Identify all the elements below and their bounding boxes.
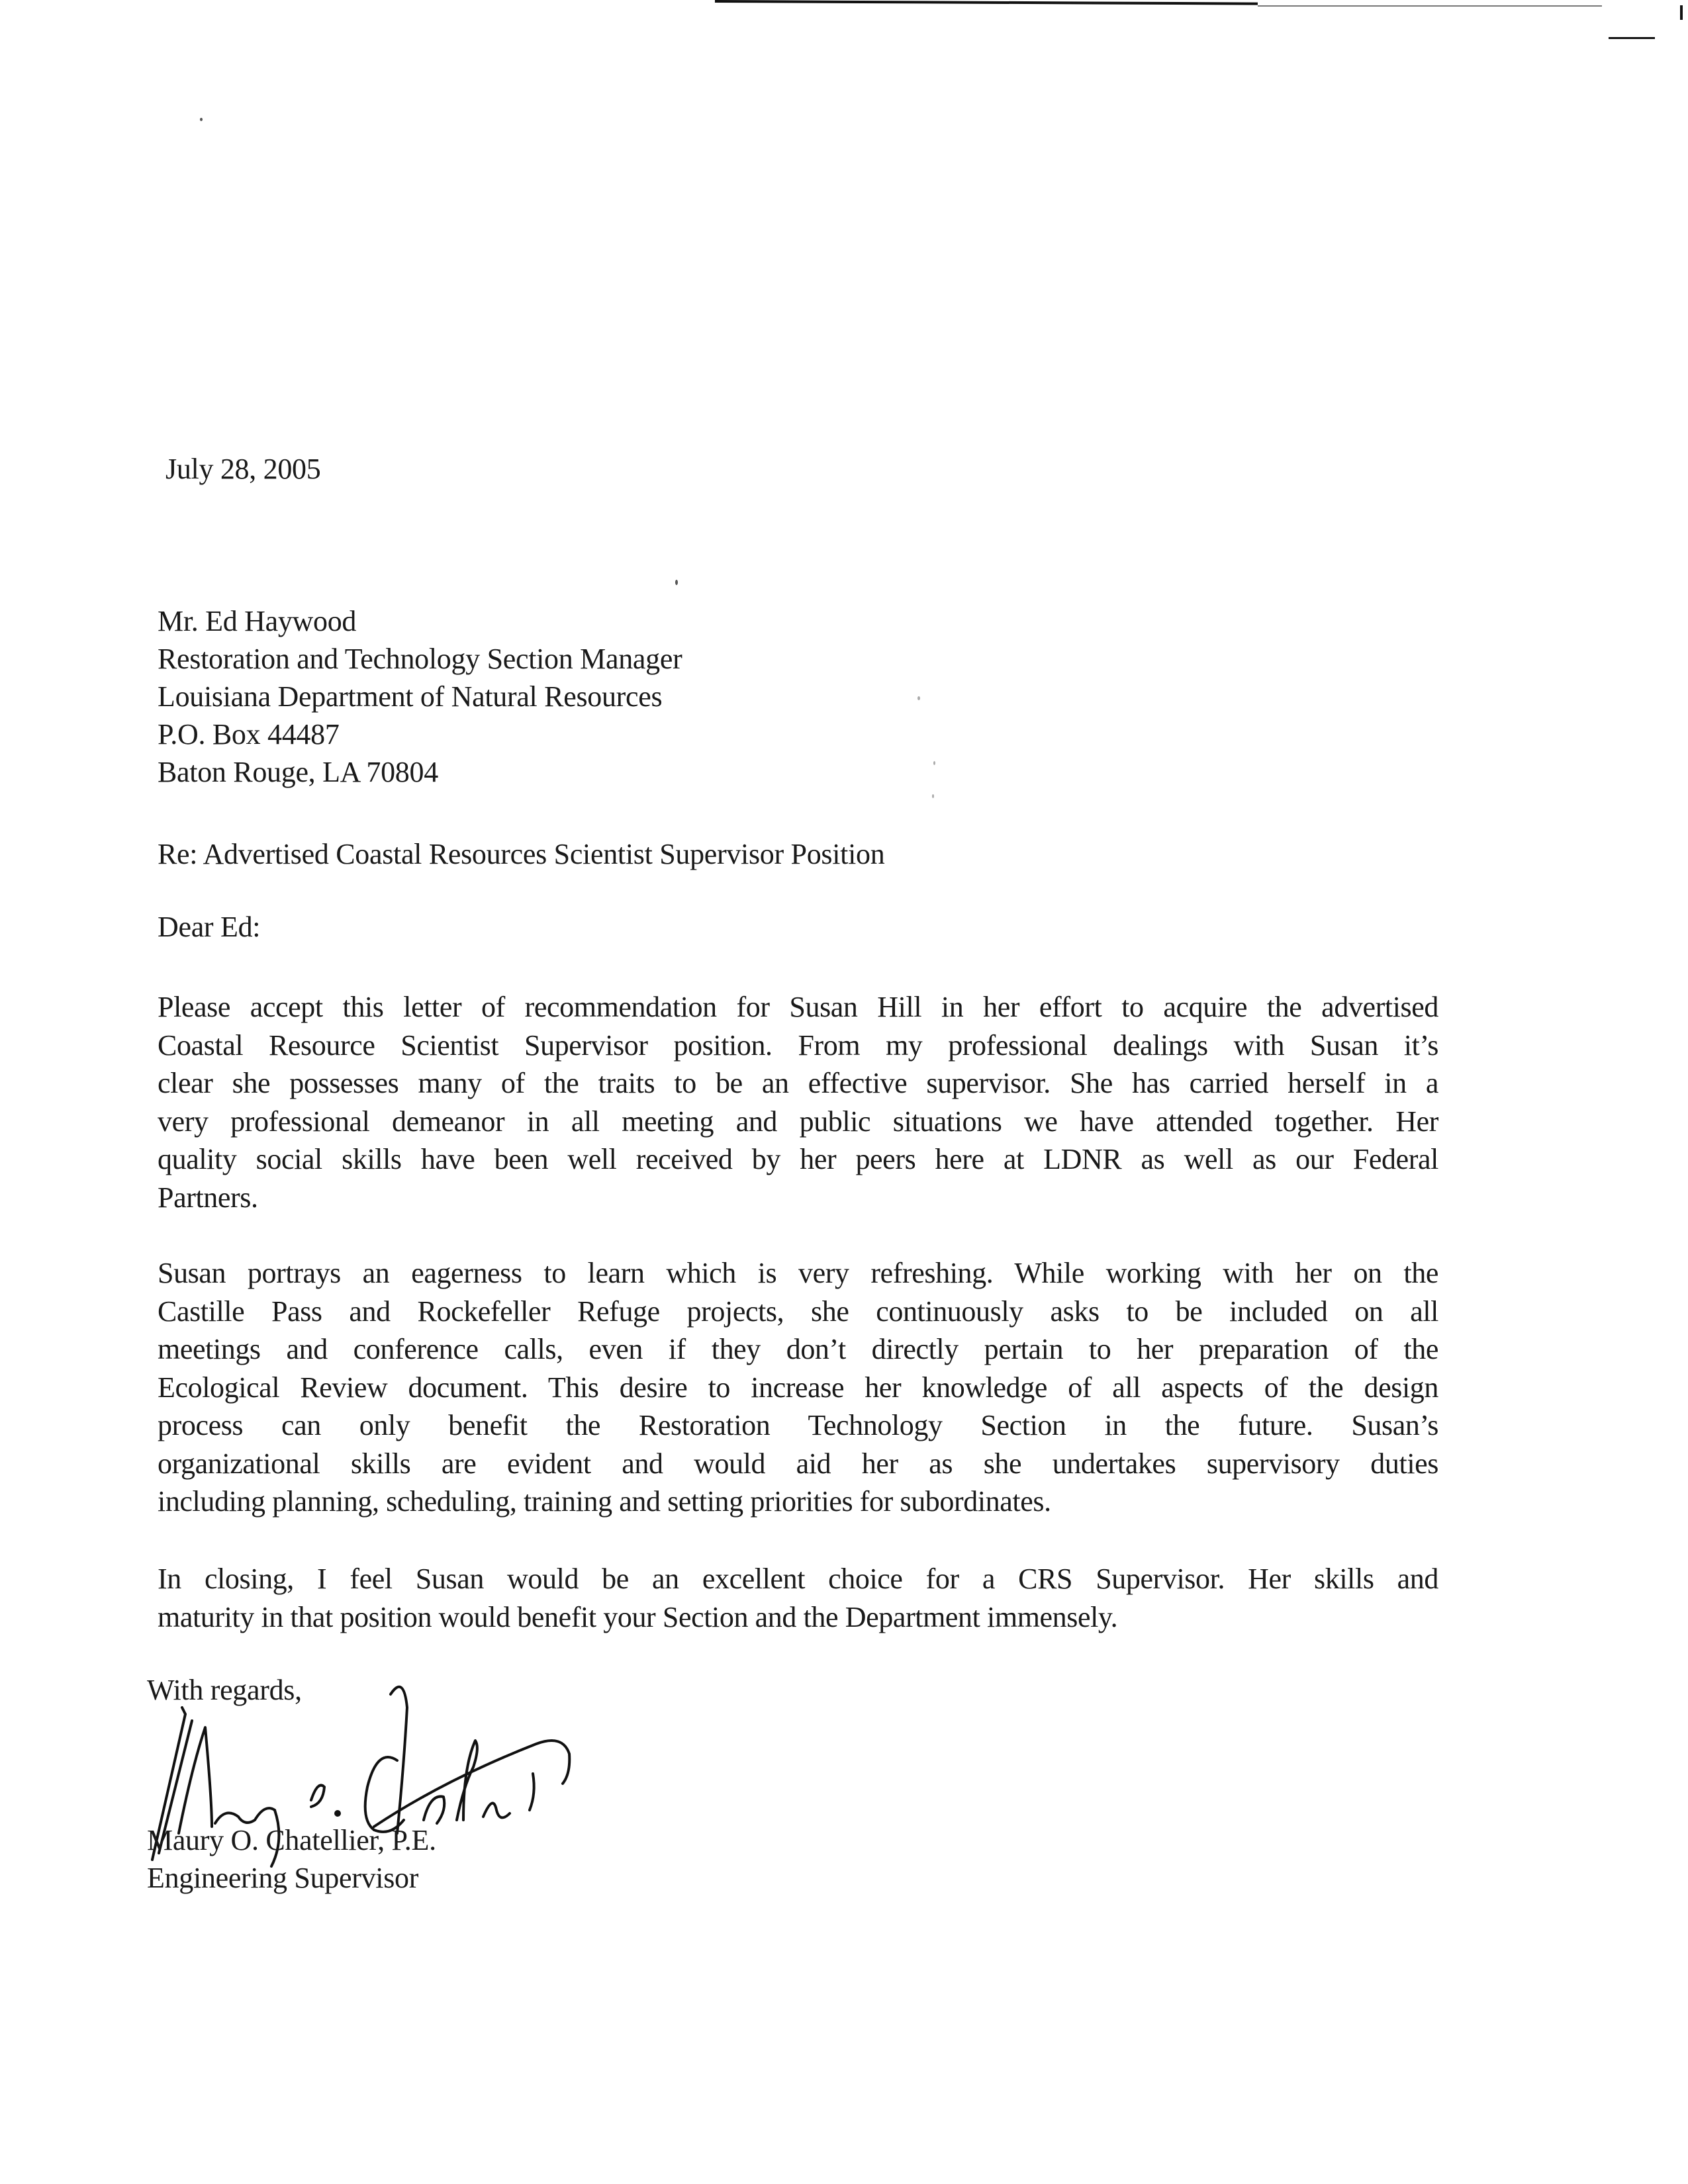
scan-speck (933, 761, 935, 765)
paragraph-line: meetings and conference calls, even if they don’t directly pertain to her preparation of the (158, 1333, 1438, 1365)
paragraph-line: In closing, I feel Susan would be an excellent choice for a CRS Supervisor. Her skills and (158, 1563, 1438, 1595)
recipient-organization: Louisiana Department of Natural Resources (158, 680, 663, 713)
paragraph-line: Coastal Resource Scientist Supervisor position. From my professional dealings with Susan it’s (158, 1028, 1438, 1062)
paragraph-line: Castille Pass and Rockefeller Refuge projects, she continuously asks to be included on all (158, 1295, 1438, 1328)
paragraph-line: maturity in that position would benefit your Section and the Department immensely. (158, 1600, 1118, 1633)
paragraph-line: including planning, scheduling, training and setting priorities for subordinates. (158, 1485, 1051, 1518)
paragraph-line: Please accept this letter of recommendation for Susan Hill in her effort to acquire the advertised (158, 991, 1438, 1023)
scan-speck (200, 118, 203, 121)
recipient-name: Mr. Ed Haywood (158, 605, 357, 637)
paragraph-line: very professional demeanor in all meeting and public situations we have attended together. Her (158, 1105, 1438, 1138)
subject-line: Re: Advertised Coastal Resources Scientist Supervisor Position (158, 838, 885, 870)
salutation: Dear Ed: (158, 911, 261, 943)
recipient-city-state-zip: Baton Rouge, LA 70804 (158, 756, 438, 788)
closing-phrase: With regards, (147, 1674, 302, 1706)
paragraph-line: Susan portrays an eagerness to learn which is very refreshing. While working with her on the (158, 1257, 1438, 1289)
paragraph-line: clear she possesses many of the traits to be an effective supervisor. She has carried herself in a (158, 1067, 1438, 1099)
scan-edge-mark (1609, 37, 1655, 39)
paragraph-line: quality social skills have been well received by her peers here at LDNR as well as our Federal (158, 1143, 1438, 1175)
scan-speck (917, 696, 920, 700)
scan-edge-line (715, 0, 1258, 5)
paragraph-line: organizational skills are evident and would aid her as she undertakes supervisory duties (158, 1447, 1438, 1480)
signer-name: Maury O. Chatellier, P.E. (147, 1824, 436, 1856)
body-paragraph-2 (158, 1254, 1438, 1521)
paragraph-line: Ecological Review document. This desire to increase her knowledge of all aspects of the design (158, 1371, 1438, 1404)
signer-title: Engineering Supervisor (147, 1862, 419, 1894)
paragraph-line: process can only benefit the Restoration Technology Section in the future. Susan’s (158, 1409, 1438, 1441)
scan-speck (675, 580, 678, 585)
paragraph-line: Partners. (158, 1181, 258, 1214)
body-paragraph-1 (158, 988, 1438, 1216)
scan-edge-tick (1680, 5, 1683, 20)
letter-date: July 28, 2005 (165, 453, 321, 485)
body-paragraph-3 (158, 1560, 1438, 1636)
scan-speck (932, 794, 934, 798)
recipient-address-block (158, 602, 682, 791)
recipient-title: Restoration and Technology Section Manager (158, 643, 682, 675)
scan-edge-line-thin (1258, 5, 1602, 7)
recipient-po-box: P.O. Box 44487 (158, 718, 340, 751)
